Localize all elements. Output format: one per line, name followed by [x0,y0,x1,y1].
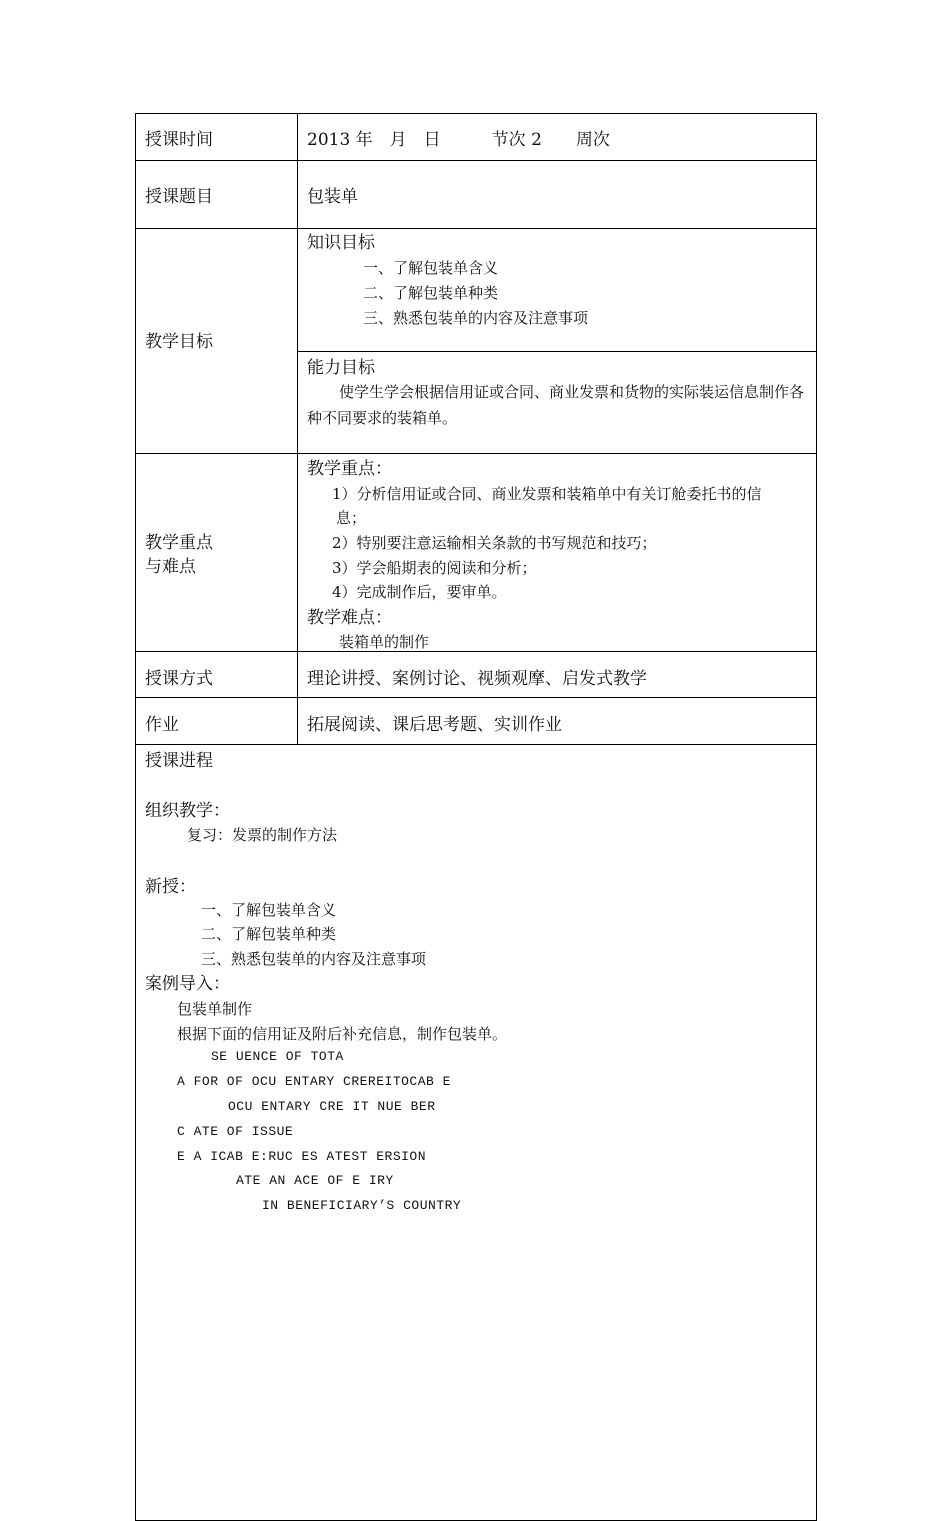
row-divider [135,228,817,229]
focus-title: 教学重点： [307,459,392,479]
topic-value: 包装单 [307,187,358,207]
homework-value: 拓展阅读、课后思考题、实训作业 [307,715,562,735]
objectives-label: 教学目标 [145,332,213,352]
lc-line: E A ICAB E:RUC ES ATEST ERSION [177,1149,427,1164]
topic-label: 授课题目 [145,187,213,207]
focus-item: 1）分析信用证或合同、商业发票和装箱单中有关订舱委托书的信 [332,485,762,503]
row-divider-sub [297,351,817,352]
lc-line: OCU ENTARY CRE IT NUE BER [228,1099,436,1114]
table-border-right [816,113,817,1521]
case-sub: 包装单制作 [177,1000,253,1018]
homework-label: 作业 [145,715,179,735]
table-border-left [135,113,136,1521]
row-divider [135,651,817,652]
difficulty-text: 装箱单的制作 [339,633,430,651]
method-value: 理论讲授、案例讨论、视频观摩、启发式教学 [307,669,647,689]
lc-line: C ATE OF ISSUE [177,1124,294,1139]
lc-line: SE UENCE OF TOTA [211,1049,344,1064]
column-divider [297,113,298,744]
review-text: 复习：发票的制作方法 [187,826,338,844]
ability-text: 使学生学会根据信用证或合同、商业发票和货物的实际装运信息制作各种不同要求的装箱单。 [307,383,805,427]
new-item: 二、了解包装单种类 [201,925,337,943]
row-divider [135,453,817,454]
knowledge-item: 三、熟悉包装单的内容及注意事项 [363,309,589,327]
focus-item: 3）学会船期表的阅读和分析； [332,559,537,577]
case-title: 案例导入： [145,974,230,994]
ability-title: 能力目标 [307,358,375,378]
case-instruction: 根据下面的信用证及附后补充信息，制作包装单。 [177,1025,508,1043]
lc-line: IN BENEFICIARY’S COUNTRY [262,1198,462,1213]
org-title: 组织教学： [145,801,230,821]
process-title: 授课进程 [145,751,213,771]
lc-line: A FOR OF OCU ENTARY CREREITOCAB E [177,1074,451,1089]
new-title: 新授： [145,877,196,897]
new-item: 三、熟悉包装单的内容及注意事项 [201,950,427,968]
knowledge-item: 一、了解包装单含义 [363,259,499,277]
new-item: 一、了解包装单含义 [201,901,337,919]
difficulty-title: 教学难点： [307,608,392,628]
focus-item: 4）完成制作后，要审单。 [332,583,507,601]
row-divider [135,744,817,745]
row-divider [135,697,817,698]
row-divider [135,160,817,161]
method-label: 授课方式 [145,669,213,689]
lesson-plan-table [135,113,817,1521]
time-label: 授课时间 [145,130,213,150]
knowledge-title: 知识目标 [307,233,375,253]
key-points-label-line1: 教学重点 [145,533,213,553]
key-points-label-line2: 与难点 [145,557,196,577]
knowledge-item: 二、了解包装单种类 [363,284,499,302]
focus-item: 息； [336,509,367,527]
time-value: 2013 年 月 日 节次 2 周次 [307,130,610,150]
lc-line: ATE AN ACE OF E IRY [236,1173,394,1188]
focus-item: 2）特别要注意运输相关条款的书写规范和技巧； [332,534,657,552]
table-border-top [135,113,817,114]
